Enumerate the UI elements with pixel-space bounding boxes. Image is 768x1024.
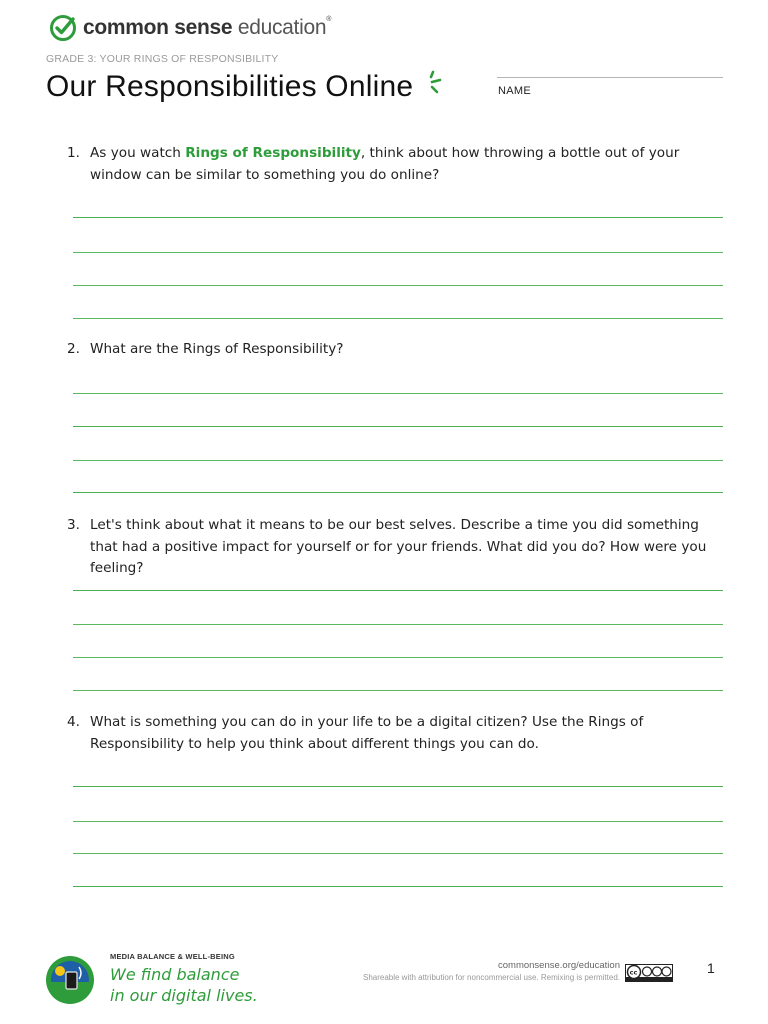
question-number: 1. xyxy=(67,145,80,161)
answer-line[interactable] xyxy=(73,285,723,286)
logo-bold-text: common sense xyxy=(83,16,233,39)
brand-logo xyxy=(49,14,331,42)
check-circle-icon xyxy=(49,14,77,42)
page-title: Our Responsibilities Online xyxy=(46,70,414,103)
question-text-before: As you watch xyxy=(90,145,186,161)
question-text: What are the Rings of Responsibility? xyxy=(90,341,344,357)
answer-line[interactable] xyxy=(73,492,723,493)
question-1 xyxy=(67,143,727,186)
question-text: Let's think about what it means to be our best selves. Describe a time you did something that had a positive impact for yourself or for your friends. What did you do? How were you feeling? xyxy=(90,517,707,576)
video-link[interactable]: Rings of Responsibility xyxy=(185,145,361,161)
slogan xyxy=(110,964,258,1006)
name-field-line[interactable] xyxy=(497,77,723,78)
page-number: 1 xyxy=(707,960,715,976)
answer-line[interactable] xyxy=(73,786,723,787)
answer-line[interactable] xyxy=(73,393,723,394)
question-text: What is something you can do in your life to be a digital citizen? Use the Rings of Responsibility to help you think about different things you can do. xyxy=(90,714,644,752)
logo-light-text: education xyxy=(237,16,327,39)
question-number: 4. xyxy=(67,714,80,730)
slogan-line-2: in our digital lives. xyxy=(110,986,258,1005)
svg-text:cc: cc xyxy=(629,968,638,977)
slogan-line-1: We find balance xyxy=(110,965,240,984)
answer-line[interactable] xyxy=(73,318,723,319)
answer-line[interactable] xyxy=(73,426,723,427)
sparkle-icon xyxy=(424,68,446,98)
answer-line[interactable] xyxy=(73,657,723,658)
question-4 xyxy=(67,712,727,755)
answer-line[interactable] xyxy=(73,217,723,218)
question-text-after: , think about how throwing a bottle out of your window can be similar to something you do online? xyxy=(90,145,680,183)
question-number: 3. xyxy=(67,517,80,533)
answer-line[interactable] xyxy=(73,252,723,253)
answer-line[interactable] xyxy=(73,853,723,854)
question-2 xyxy=(67,339,727,361)
logo-registered-mark: ® xyxy=(326,16,332,23)
answer-line[interactable] xyxy=(73,886,723,887)
footer-url[interactable]: commonsense.org/education xyxy=(498,960,620,971)
question-text xyxy=(90,143,727,186)
question-number: 2. xyxy=(67,341,80,357)
program-label: MEDIA BALANCE & WELL-BEING xyxy=(110,952,235,961)
answer-line[interactable] xyxy=(73,460,723,461)
grade-label: GRADE 3: YOUR RINGS OF RESPONSIBILITY xyxy=(46,53,279,65)
answer-line[interactable] xyxy=(73,690,723,691)
creative-commons-icon xyxy=(625,964,673,982)
logo-wordmark xyxy=(83,16,331,40)
media-balance-badge-icon xyxy=(45,955,95,1005)
answer-line[interactable] xyxy=(73,590,723,591)
answer-line[interactable] xyxy=(73,624,723,625)
license-text: Shareable with attribution for noncommercial use. Remixing is permitted. xyxy=(362,973,620,982)
name-label: NAME xyxy=(498,85,531,97)
question-3 xyxy=(67,515,727,580)
answer-line[interactable] xyxy=(73,821,723,822)
